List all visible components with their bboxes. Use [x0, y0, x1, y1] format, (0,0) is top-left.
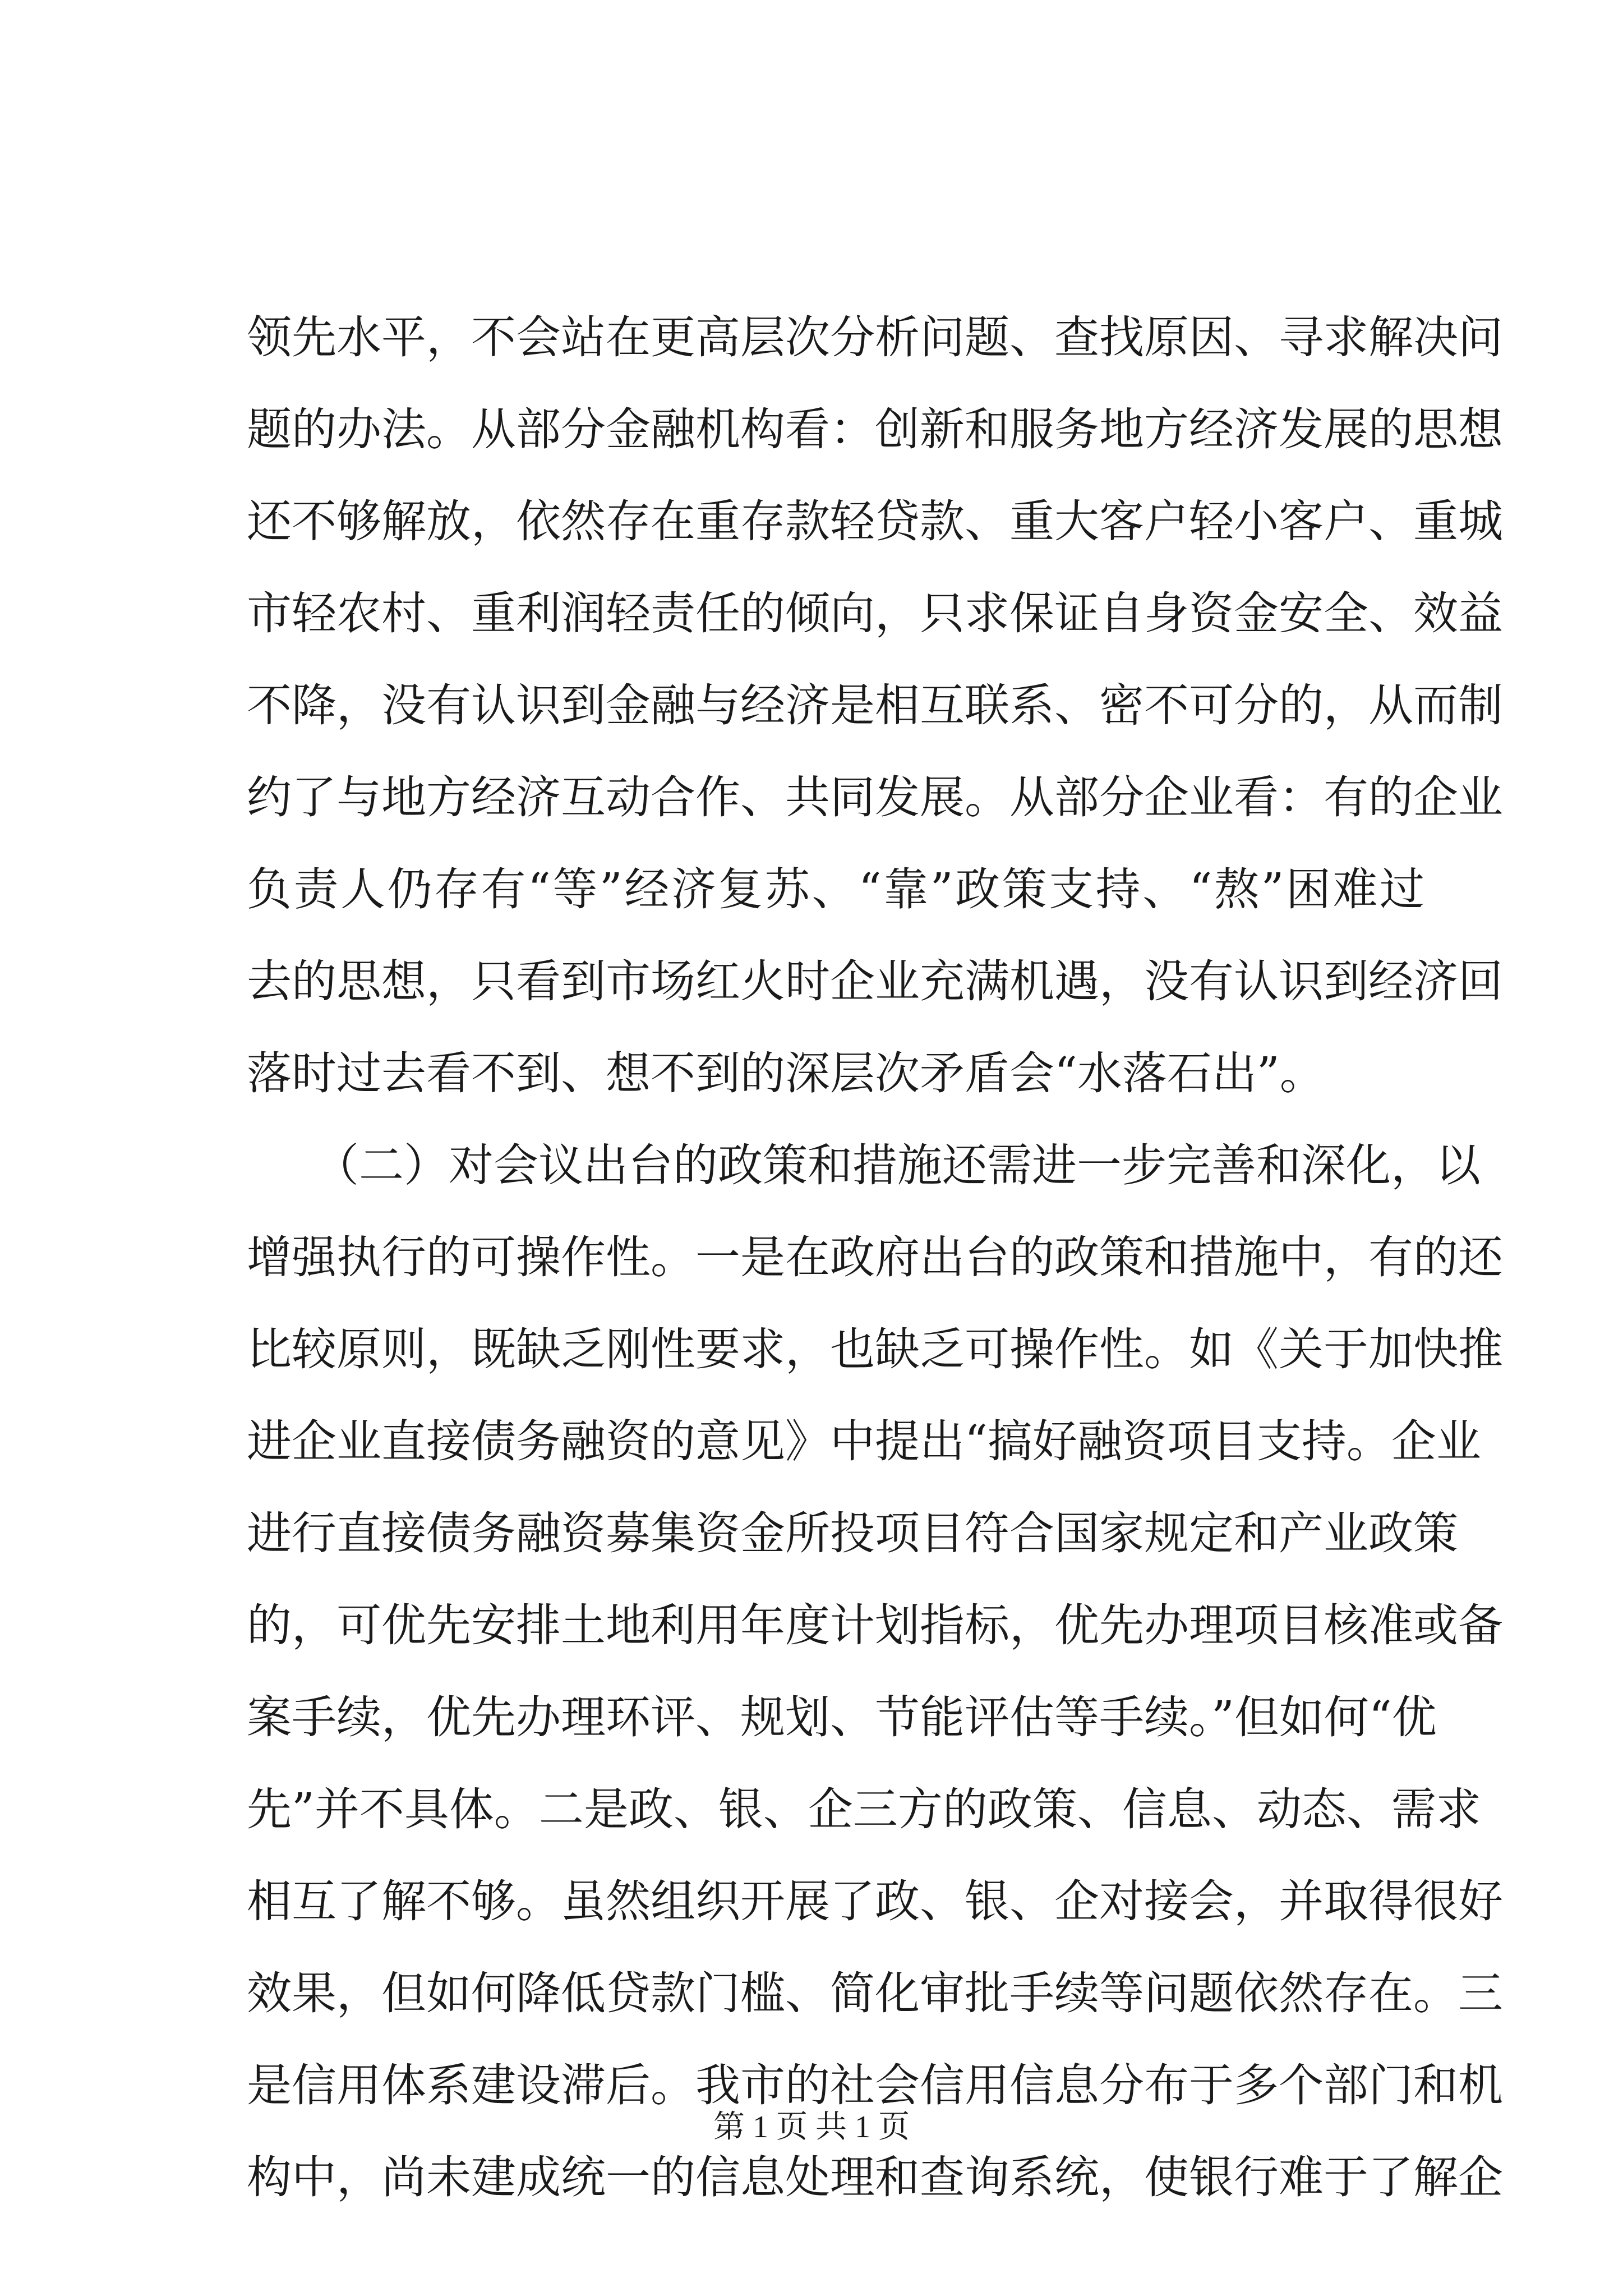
text-line: （二）对会议出台的政策和措施还需进一步完善和深化，以	[247, 1139, 1481, 1191]
text-line: 进行直接债务融资募集资金所投项目符合国家规定和产业政策	[247, 1507, 1458, 1559]
text-line: 比较原则，既缺乏刚性要求，也缺乏可操作性。如《关于加快推	[247, 1323, 1503, 1375]
text-line: 约了与地方经济互动合作、共同发展。从部分企业看：有的企业	[247, 771, 1503, 823]
text-line: 是信用体系建设滞后。我市的社会信用信息分布于多个部门和机	[247, 2059, 1503, 2111]
text-line: 相互了解不够。虽然组织开展了政、银、企对接会，并取得很好	[247, 1875, 1503, 1927]
text-line: 增强执行的可操作性。一是在政府出台的政策和措施中，有的还	[247, 1231, 1503, 1283]
text-line: 的，可优先安排土地利用年度计划指标，优先办理项目核准或备	[247, 1599, 1503, 1651]
text-line: 效果，但如何降低贷款门槛、简化审批手续等问题依然存在。三	[247, 1967, 1503, 2019]
text-line: 不降，没有认识到金融与经济是相互联系、密不可分的，从而制	[247, 679, 1503, 731]
text-line: 落时过去看不到、想不到的深层次矛盾会“水落石出”。	[247, 1047, 1325, 1099]
page-number-label: 第 1 页 共 1 页	[713, 2110, 910, 2145]
text-line: 进企业直接债务融资的意见》中提出“搞好融资项目支持。企业	[247, 1415, 1481, 1467]
text-line: 先”并不具体。二是政、银、企三方的政策、信息、动态、需求	[247, 1783, 1481, 1835]
text-line: 题的办法。从部分金融机构看：创新和服务地方经济发展的思想	[247, 403, 1503, 455]
text-line: 还不够解放，依然存在重存款轻贷款、重大客户轻小客户、重城	[247, 495, 1503, 547]
text-line: 案手续，优先办理环评、规划、节能评估等手续。”但如何“优	[247, 1691, 1437, 1743]
body-text	[247, 292, 1503, 2224]
text-line: 去的思想，只看到市场红火时企业充满机遇，没有认识到经济回	[247, 955, 1503, 1007]
text-line: 构中，尚未建成统一的信息处理和查询系统，使银行难于了解企	[247, 2151, 1503, 2203]
text-line: 市轻农村、重利润轻责任的倾向，只求保证自身资金安全、效益	[247, 587, 1503, 639]
page-footer	[0, 2105, 1623, 2150]
text-line: 领先水平，不会站在更高层次分析问题、查找原因、寻求解决问	[247, 311, 1503, 364]
text-line: 负责人仍存有“等”经济复苏、“靠”政策支持、“熬”困难过	[247, 863, 1424, 915]
